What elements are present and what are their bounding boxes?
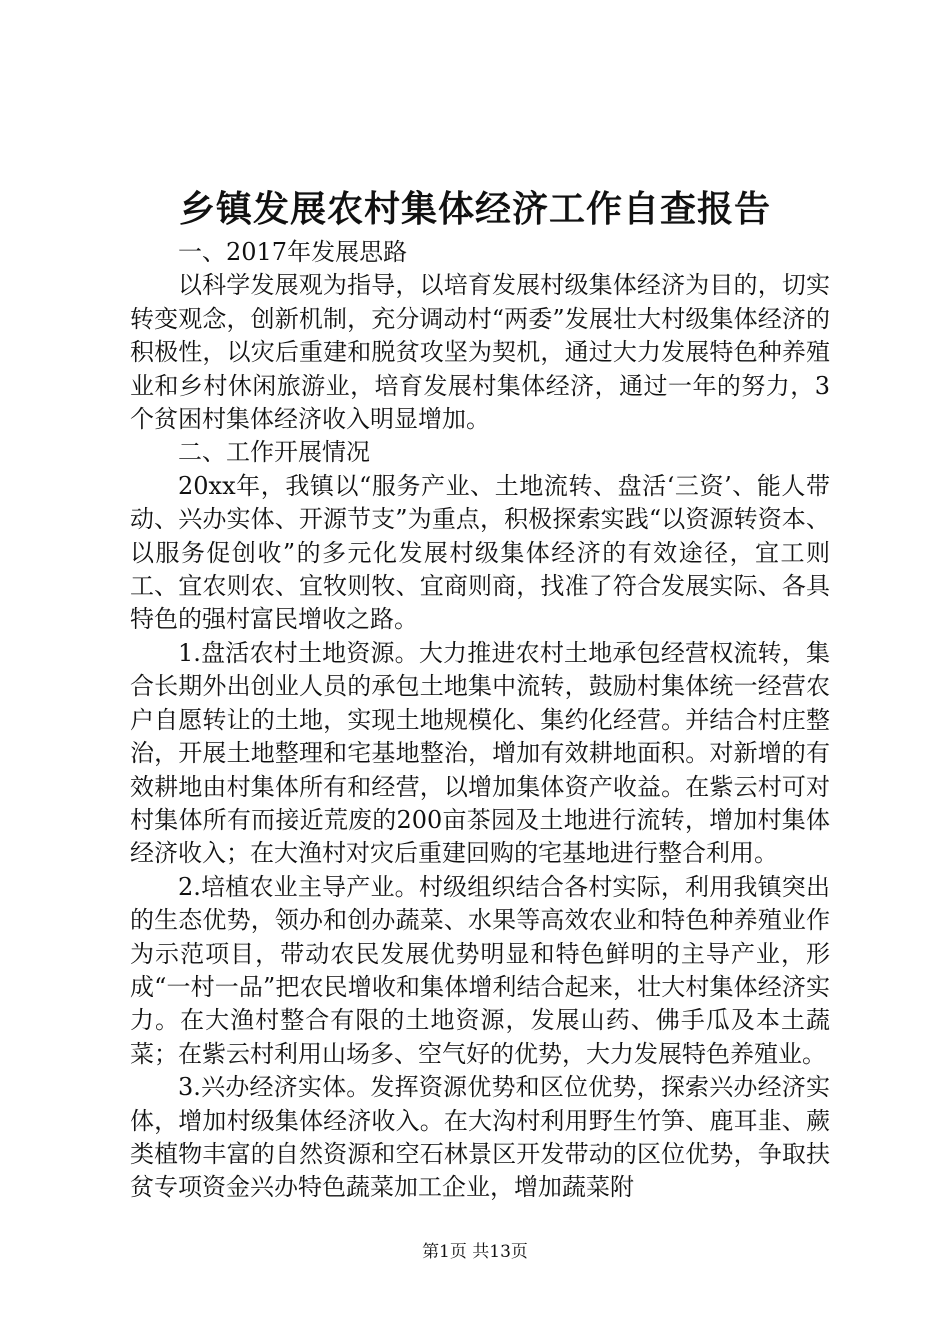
document-body: [130, 236, 830, 1205]
page-number-footer: 第1页 共13页: [422, 1242, 528, 1262]
section-heading-1: 一、2017年发展思路: [178, 238, 408, 266]
page-title: 乡镇发展农村集体经济工作自查报告: [178, 188, 771, 230]
paragraph-item-3: 3.兴办经济实体。发挥资源优势和区位优势，探索兴办经济实体，增加村级集体经济收入。在大沟村利用野生竹笋、鹿耳韭、蕨类植物丰富的自然资源和空石林景区开发带动的区位优势，争取扶贫专项资金兴办特色蔬菜加工企业，增加蔬菜附: [130, 1073, 830, 1202]
section-heading-2: 二、工作开展情况: [178, 438, 370, 467]
paragraph-item-2: 2.培植农业主导产业。村级组织结合各村实际，利用我镇突出的生态优势，领办和创办蔬菜、水果等高效农业和特色种养殖业作为示范项目，带动农民发展优势明显和特色鲜明的主导产业，形成“一村一品”把农民增收和集体增利结合起来，壮大村集体经济实力。在大渔村整合有限的土地资源，发展山药、佛手瓜及本土蔬菜；在紫云村利用山场多、空气好的优势，大力发展特色养殖业。: [130, 872, 830, 1068]
paragraph-development-ideas: 以科学发展观为指导，以培育发展村级集体经济为目的，切实转变观念，创新机制，充分调动村“两委”发展壮大村级集体经济的积极性，以灾后重建和脱贫攻坚为契机，通过大力发展特色种养殖业和乡村休闲旅游业，培育发展村集体经济，通过一年的努力，3个贫困村集体经济收入明显增加。: [130, 271, 830, 434]
paragraph-item-1: 1.盘活农村土地资源。大力推进农村土地承包经营权流转，集合长期外出创业人员的承包土地集中流转，鼓励村集体统一经营农户自愿转让的土地，实现土地规模化、集约化经营。并结合村庄整治，开展土地整理和宅基地整治，增加有效耕地面积。对新增的有效耕地由村集体所有和经营，以增加集体资产收益。在紫云村可对村集体所有而接近荒废的200亩茶园及土地进行流转，增加村集体经济收入；在大渔村对灾后重建回购的宅基地进行整合利用。: [130, 638, 830, 868]
paragraph-work-overview: 20xx年，我镇以“服务产业、土地流转、盘活‘三资’、能人带动、兴办实体、开源节支”为重点，积极探索实践“以资源转资本、以服务促创收”的多元化发展村级集体经济的有效途径，宜工则工、宜农则农、宜牧则牧、宜商则商，找准了符合发展实际、各具特色的强村富民增收之路。: [130, 471, 830, 634]
